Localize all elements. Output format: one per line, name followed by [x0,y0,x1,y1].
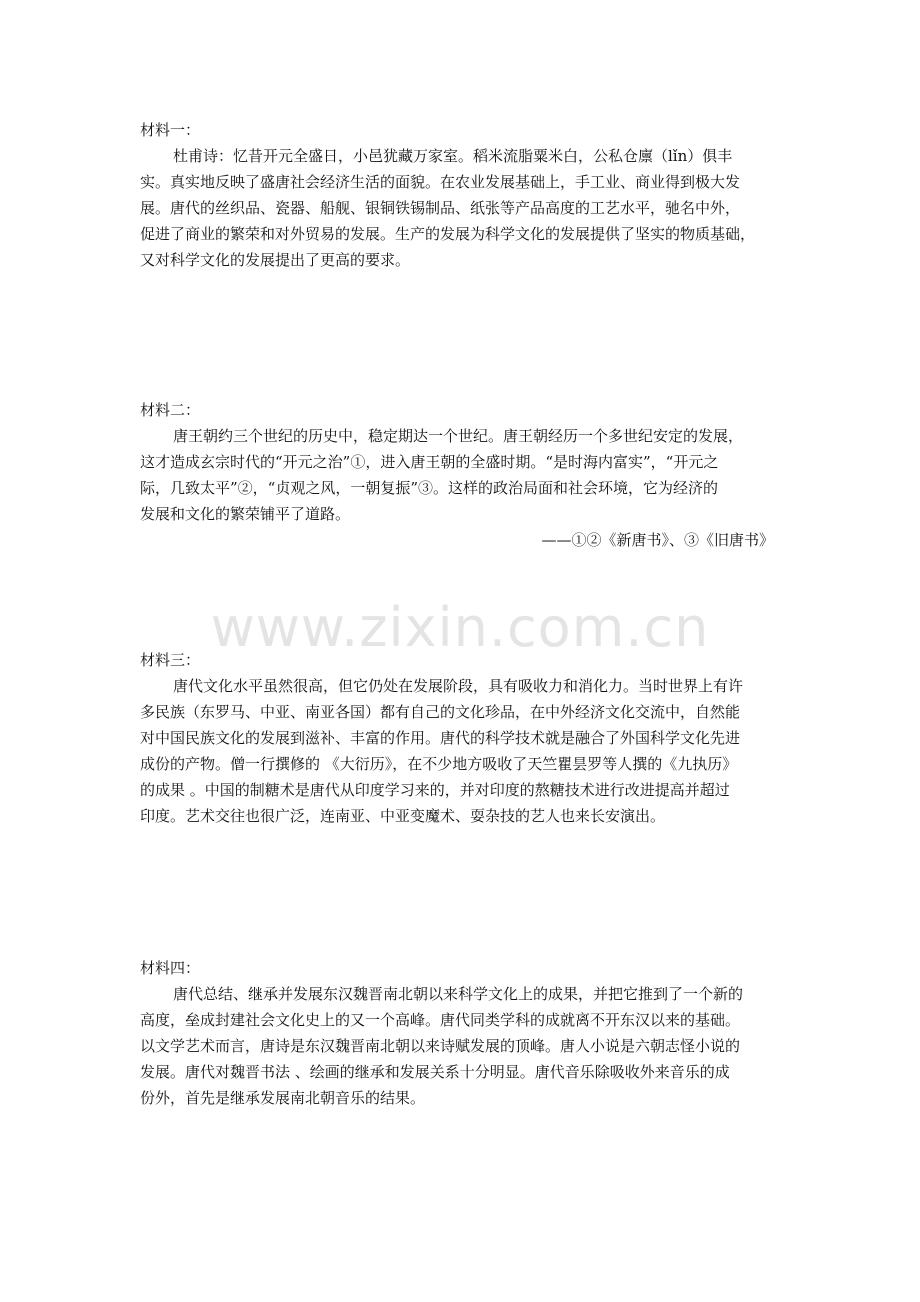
material-four-heading: 材料四： [140,959,201,977]
material-one-line: 又对科学文化的发展提出了更高的要求。 [140,251,411,269]
material-two-heading: 材料二： [140,401,201,419]
material-two-line: 际，几致太平”②，“贞观之风，一朝复振”③。这样的政治局面和社会环境，它为经济的 [140,479,719,497]
material-three-line: 的成果 。中国的制糖术是唐代从印度学习来的，并对印度的熬糖技术进行改进提高并超过 [140,781,730,799]
watermark: www.zixin.com.cn [210,596,710,659]
material-four-line: 高度，垒成封建社会文化史上的又一个高峰。唐代同类学科的成就离不开东汉以来的基础。 [140,1011,741,1029]
material-two-source: ——①②《新唐书》、③《旧唐书》 [541,531,774,549]
material-four-line: 唐代总结、继承并发展东汉魏晋南北朝以来科学文化上的成果，并把它推到了一个新的 [173,985,744,1003]
material-three-line: 唐代文化水平虽然很高，但它仍处在发展阶段，具有吸收力和消化力。当时世界上有许 [173,677,744,695]
material-three-line: 成份的产物。僧一行撰修的 《大衍历》，在不少地方吸收了天竺瞿昙罗等人撰的《九执历》 [140,755,738,773]
material-three-line: 多民族（东罗马、中亚、南亚各国）都有自己的文化珍品，在中外经济文化交流中，自然能 [140,703,741,721]
material-one-heading: 材料一： [140,121,201,139]
material-one-section [140,117,790,273]
material-two-line: 唐王朝约三个世纪的历史中，稳定期达一个世纪。唐王朝经历一个多世纪安定的发展， [173,427,744,445]
material-four-section [140,955,790,1111]
material-three-line: 对中国民族文化的发展到滋补、丰富的作用。唐代的科学技术就是融合了外国科学文化先进 [140,729,741,747]
material-three-section [140,647,790,829]
material-three-heading: 材料三： [140,651,201,669]
material-two-line: 这才造成玄宗时代的“开元之治”①，进入唐王朝的全盛时期。“是时海内富实”，“开元之 [140,453,719,471]
material-two-section [140,397,790,553]
material-one-line: 展。唐代的丝织品、瓷器、船舰、银铜铁锡制品、纸张等产品高度的工艺水平，驰名中外， [140,199,741,217]
material-four-line: 发展。唐代对魏晋书法 、绘画的继承和发展关系十分明显。唐代音乐除吸收外来音乐的成 [140,1063,730,1081]
material-one-line: 促进了商业的繁荣和对外贸易的发展。生产的发展为科学文化的发展提供了坚实的物质基础， [140,225,756,243]
material-two-line: 发展和文化的繁荣铺平了道路。 [140,505,351,523]
material-four-line: 份外，首先是继承发展南北朝音乐的结果。 [140,1089,426,1107]
material-one-line: 实。真实地反映了盛唐社会经济生活的面貌。在农业发展基础上，手工业、商业得到极大发 [140,173,741,191]
material-three-line: 印度。艺术交往也很广泛，连南亚、中亚变魔术、耍杂技的艺人也来长安演出。 [140,807,666,825]
material-one-line: 杜甫诗：忆昔开元全盛日，小邑犹藏万家室。稻米流脂粟米白，公私仓廪（lǐn）俱丰 [173,147,733,165]
material-four-line: 以文学艺术而言，唐诗是东汉魏晋南北朝以来诗赋发展的顶峰。唐人小说是六朝志怪小说的 [140,1037,741,1055]
